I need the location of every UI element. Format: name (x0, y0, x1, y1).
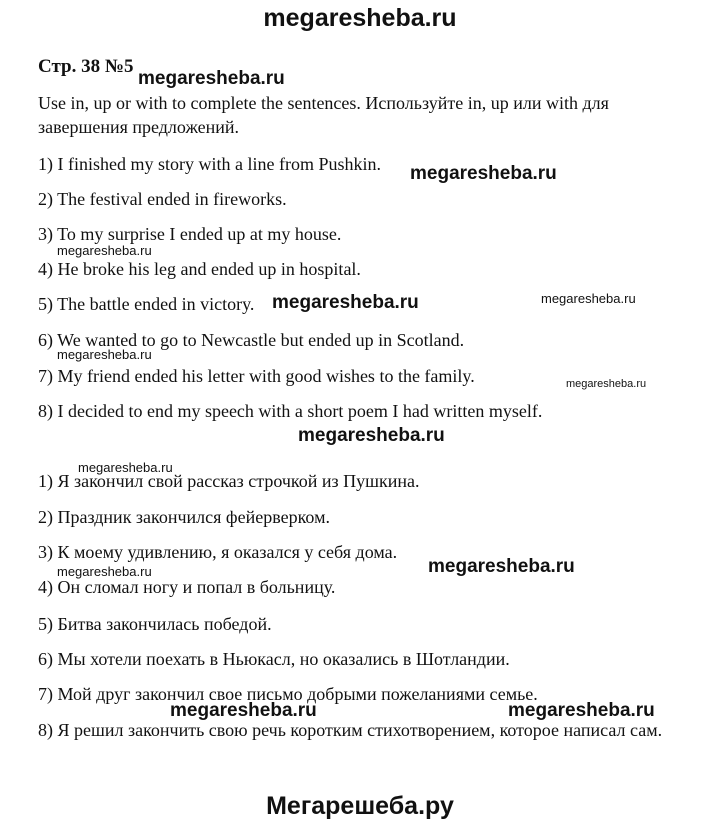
watermark: megaresheba.ru (541, 291, 636, 306)
russian-sentence-5: 5) Битва закончилась победой. (38, 614, 272, 634)
watermark: megaresheba.ru (57, 347, 152, 362)
english-sentence-6: 6) We wanted to go to Newcastle but ended up in Scotland. (38, 330, 465, 350)
task-heading: Стр. 38 №5 (38, 56, 134, 77)
watermark: megaresheba.ru (170, 700, 317, 721)
english-sentence-3: 3) To my surprise I ended up at my house. (38, 224, 342, 244)
watermark: megaresheba.ru (57, 243, 152, 258)
watermark: megaresheba.ru (57, 564, 152, 579)
russian-sentence-8: 8) Я решил закончить свою речь коротким стихотворением, которое написал сам. (38, 720, 663, 740)
task-instruction: Use in, up or with to complete the sentences. Используйте in, up или with для завершения предложений. (38, 93, 609, 137)
site-footer: Мегарешеба.ру (266, 792, 454, 820)
watermark: megaresheba.ru (298, 425, 445, 446)
watermark: megaresheba.ru (272, 292, 419, 313)
english-sentence-8: 8) I decided to end my speech with a short poem I had written myself. (38, 401, 543, 421)
watermark: megaresheba.ru (138, 68, 285, 89)
russian-sentence-3: 3) К моему удивлению, я оказался у себя дома. (38, 542, 398, 562)
watermark: megaresheba.ru (566, 378, 647, 390)
russian-sentence-1: 1) Я закончил свой рассказ строчкой из Пушкина. (38, 471, 420, 491)
russian-sentence-2: 2) Праздник закончился фейерверком. (38, 507, 330, 527)
english-sentence-2: 2) The festival ended in fireworks. (38, 189, 287, 209)
english-sentence-4: 4) He broke his leg and ended up in hospital. (38, 259, 361, 279)
russian-sentence-4: 4) Он сломал ногу и попал в больницу. (38, 577, 336, 597)
russian-sentence-7: 7) Мой друг закончил свое письмо добрыми пожеланиями семье. (38, 684, 538, 704)
site-header: megaresheba.ru (263, 4, 457, 32)
english-sentence-7: 7) My friend ended his letter with good wishes to the family. (38, 366, 475, 386)
russian-sentence-6: 6) Мы хотели поехать в Ньюкасл, но оказались в Шотландии. (38, 649, 510, 669)
english-sentence-1: 1) I finished my story with a line from Pushkin. (38, 154, 381, 174)
watermark: megaresheba.ru (428, 556, 575, 577)
watermark: megaresheba.ru (508, 700, 655, 721)
english-sentence-5: 5) The battle ended in victory. (38, 294, 255, 314)
watermark: megaresheba.ru (78, 460, 173, 475)
watermark: megaresheba.ru (410, 163, 557, 184)
